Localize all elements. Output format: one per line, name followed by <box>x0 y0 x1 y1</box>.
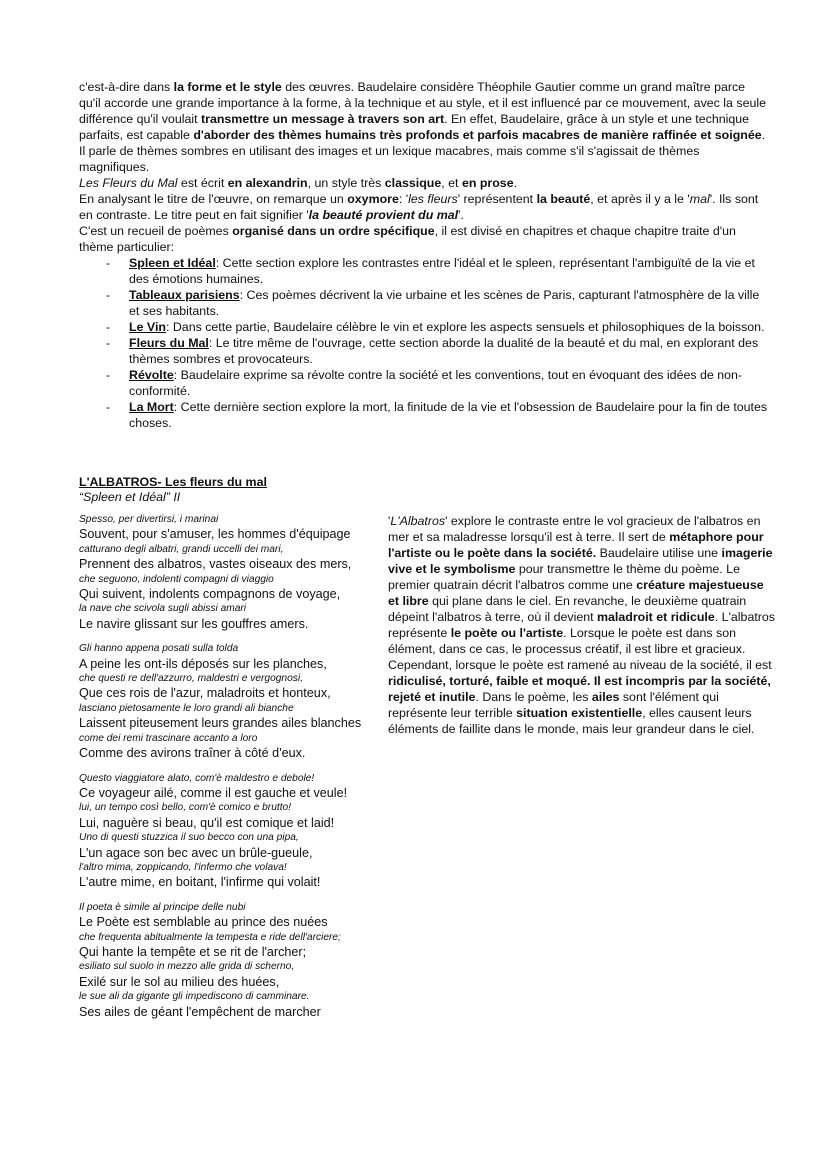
text-run: ' explore le contraste entre le vol gracieux de l'albatros en mer et sa maladresse lorsqu'il est à terre. Il sert de <box>388 514 761 544</box>
french-verse: Laissent piteusement leurs grandes ailes blanches <box>79 716 362 731</box>
text-run: ailes <box>591 690 620 704</box>
text-run: '. Ils sont en contraste. Le titre peut en fait signifier ' <box>79 192 759 222</box>
text-run: classique <box>384 176 442 190</box>
chapter-list-item <box>79 287 769 319</box>
text-run: la forme et le style <box>173 80 282 94</box>
italian-verse: Spesso, per divertirsi, i marinai <box>79 514 219 525</box>
chapter-description: : Le titre même de l'ouvrage, cette section aborde la dualité de la beauté et du mal, en explorant des thèmes sombres et provocateurs. <box>129 336 759 366</box>
chapter-description: : Ces poèmes décrivent la vie urbaine et les scènes de Paris, capturant l'atmosphère de la ville et ses habitants. <box>129 288 760 318</box>
text-run: Les Fleurs du Mal <box>79 176 178 190</box>
chapter-term: Tableaux parisiens <box>129 288 240 302</box>
chapter-term: Spleen et Idéal <box>129 256 216 270</box>
text-run: , elles causent leurs éléments de faillite dans le monde, mais leur grandeur dans le ciel. <box>388 706 755 736</box>
text-run: d'aborder des thèmes humains très profonds et parfois macabres de manière raffinée et soignée <box>193 128 762 142</box>
intro-paragraph-form-style <box>79 79 769 175</box>
poem-column <box>79 513 379 1030</box>
list-dash: - <box>106 336 111 350</box>
poem-stanza <box>79 772 379 891</box>
text-run: , et <box>441 176 462 190</box>
french-verse: Comme des avirons traîner à côté d'eux. <box>79 746 306 761</box>
text-run: mal <box>689 192 710 206</box>
text-run: les fleurs <box>408 192 458 206</box>
text-run: transmettre un message à travers son art <box>201 112 445 126</box>
text-run: ' <box>388 514 391 528</box>
chapter-list-item <box>79 367 769 399</box>
text-run: En analysant le titre de l'œuvre, on remarque un <box>79 192 348 206</box>
french-verse: Que ces rois de l'azur, maladroits et honteux, <box>79 686 331 701</box>
chapter-description: : Cette dernière section explore la mort, la finitude de la vie et l'obsession de Baudelaire pour la fin de toutes choses. <box>129 400 768 430</box>
text-run: métaphore pour l'artiste ou le poète dans la société. <box>388 530 764 560</box>
french-verse: Lui, naguère si beau, qu'il est comique et laid! <box>79 815 335 830</box>
text-run: . Dans le poème, les <box>475 690 592 704</box>
chapter-description: : Cette section explore les contrastes entre l'idéal et le spleen, représentant l'ambiguïté de la vie et des émotions humaines. <box>129 256 755 286</box>
text-run: des œuvres. Baudelaire considère Théophile Gautier comme un grand maître parce qu'il accorde une grande importance à la forme, à la technique et au style, et il est influencé par ce mouvement, avec la seule différence qu'il voulait <box>79 80 766 126</box>
chapter-term: Le Vin <box>129 320 166 334</box>
chapter-term: Fleurs du Mal <box>129 336 209 350</box>
text-run: , et après il y a le ' <box>590 192 690 206</box>
italian-verse: le sue ali da gigante gli impediscono di camminare. <box>79 991 310 1003</box>
italian-verse: Questo viaggiatore alato, com'è maldestro e debole! <box>79 772 315 784</box>
list-dash: - <box>106 256 111 270</box>
text-run: sont l'élément qui représente leur terrible <box>388 690 719 720</box>
chapter-list <box>79 255 769 431</box>
italian-verse: come dei remi trascinare accanto a loro <box>79 732 258 744</box>
poem-stanza <box>79 513 379 632</box>
list-dash: - <box>106 288 111 302</box>
italian-verse: lui, un tempo così bello, com'è comico e brutto! <box>79 802 292 814</box>
italian-verse: che questi re dell'azzurro, maldestri e vergognosi, <box>79 673 303 685</box>
text-run: ' représentent <box>457 192 537 206</box>
text-run: '. <box>458 208 464 222</box>
french-verse: L'un agace son bec avec un brûle-gueule, <box>79 845 313 860</box>
italian-verse: Uno di questi stuzzica il suo becco con una pipa, <box>79 832 299 844</box>
french-verse: Le Poète est semblable au prince des nuées <box>79 915 328 930</box>
italian-verse: la nave che scivola sugli abissi amari <box>79 603 247 615</box>
chapter-description: : Dans cette partie, Baudelaire célèbre le vin et explore les aspects sensuels et philosophiques de la boisson. <box>165 320 765 334</box>
text-run: , un style très <box>307 176 385 190</box>
text-run: : ' <box>398 192 409 206</box>
italian-verse: l'altro mima, zoppicando, l'infermo che volava! <box>79 861 287 873</box>
chapter-list-item <box>79 399 769 431</box>
text-run: situation existentielle <box>516 706 643 720</box>
french-verse: Qui hante la tempête et se rit de l'archer; <box>79 944 307 959</box>
italian-verse: esiliato sul suolo in mezzo alle grida di scherno, <box>79 961 295 973</box>
text-run: . <box>513 176 518 190</box>
french-verse: Souvent, pour s'amuser, les hommes d'équipage <box>79 527 351 542</box>
french-verse: Prennent des albatros, vastes oiseaux des mers, <box>79 557 352 572</box>
text-run: . Il parle de thèmes sombres en utilisant des images et un lexique macabres, mais comme s'il s'agissait de thèmes magnifiques. <box>79 128 766 174</box>
text-run: oxymore <box>347 192 399 206</box>
text-run: la beauté <box>536 192 591 206</box>
text-run: est écrit <box>177 176 228 190</box>
text-run: le poète ou l'artiste <box>450 626 564 640</box>
text-run: . Lorsque le poète est dans son élément, dans ce cas, le processus créatif, il est libre et gracieux. Cependant, lorsque le poète est ramené au niveau de la société, il est <box>388 626 772 672</box>
italian-verse: catturano degli albatri, grandi uccelli dei mari, <box>79 543 284 555</box>
intro-paragraph-alexandrin <box>79 175 769 191</box>
text-run: c'est-à-dire dans <box>79 80 174 94</box>
chapter-term: La Mort <box>129 400 174 414</box>
text-run: ridiculisé, torturé, faible et moqué. Il est incompris par la société, rejeté et inutile <box>388 674 771 704</box>
chapter-term: Révolte <box>129 368 174 382</box>
text-run: C'est un recueil de poèmes <box>79 224 233 238</box>
chapter-list-item <box>79 335 769 367</box>
text-run: maladroit et ridicule <box>597 610 715 624</box>
text-run: en alexandrin <box>227 176 308 190</box>
italian-verse: Il poeta è simile al principe delle nubi <box>79 901 246 913</box>
text-run: imagerie vive et le symbolisme <box>388 546 773 576</box>
list-dash: - <box>106 368 111 382</box>
french-verse: Le navire glissant sur les gouffres amers. <box>79 616 309 631</box>
intro-paragraph-structure <box>79 223 769 255</box>
text-run: Baudelaire utilise une <box>596 546 722 560</box>
french-verse: Qui suivent, indolents compagnons de voyage, <box>79 587 341 602</box>
intro-text <box>79 79 769 431</box>
french-verse: L'autre mime, en boitant, l'infirme qui volait! <box>79 875 321 890</box>
italian-verse: che frequenta abitualmente la tempesta e ride dell'arciere; <box>79 931 341 943</box>
text-run: la beauté provient du mal <box>308 208 459 222</box>
chapter-list-item <box>79 255 769 287</box>
list-dash: - <box>106 400 111 414</box>
poem-stanza <box>79 901 379 1020</box>
text-run: , il est divisé en chapitres et chaque chapitre traite d'un thème particulier: <box>79 224 736 254</box>
text-run: . En effet, Baudelaire, grâce à un style et une technique parfaits, est capable <box>79 112 750 142</box>
chapter-description: : Baudelaire exprime sa révolte contre la société et les conventions, tout en évoquant des idées de non-conformité. <box>129 368 743 398</box>
italian-verse: lasciano pietosamente le loro grandi ali bianche <box>79 702 294 714</box>
section-title: L'ALBATROS- Les fleurs du mal <box>79 475 267 489</box>
text-run: qui plane dans le ciel. En revanche, le deuxième quatrain dépeint l'albatros à terre, où il devient <box>388 594 747 624</box>
text-run: . L'albatros représente <box>388 610 775 640</box>
text-run: en prose <box>461 176 514 190</box>
italian-verse: che seguono, indolenti compagni di viaggio <box>79 573 274 585</box>
text-run: L'Albatros <box>390 514 446 528</box>
text-run: pour transmettre le thème du poème. Le premier quatrain décrit l'albatros comme une <box>388 562 740 592</box>
italian-verse: Gli hanno appena posati sulla tolda <box>79 643 239 655</box>
french-verse: Ce voyageur ailé, comme il est gauche et veule! <box>79 785 348 800</box>
french-verse: A peine les ont-ils déposés sur les planches, <box>79 656 327 671</box>
french-verse: Ses ailes de géant l'empêchent de marcher <box>79 1004 321 1019</box>
text-run: créature majestueuse et libre <box>388 578 764 608</box>
analysis-paragraph <box>388 513 778 737</box>
french-verse: Exilé sur le sol au milieu des huées, <box>79 974 280 989</box>
section-subtitle: “Spleen et Idéal” II <box>79 490 181 504</box>
list-dash: - <box>106 320 111 334</box>
analysis-column <box>388 513 778 737</box>
chapter-list-item <box>79 319 769 335</box>
text-run: organisé dans un ordre spécifique <box>232 224 435 238</box>
poem-stanza <box>79 642 379 761</box>
intro-paragraph-oxymore <box>79 191 769 223</box>
